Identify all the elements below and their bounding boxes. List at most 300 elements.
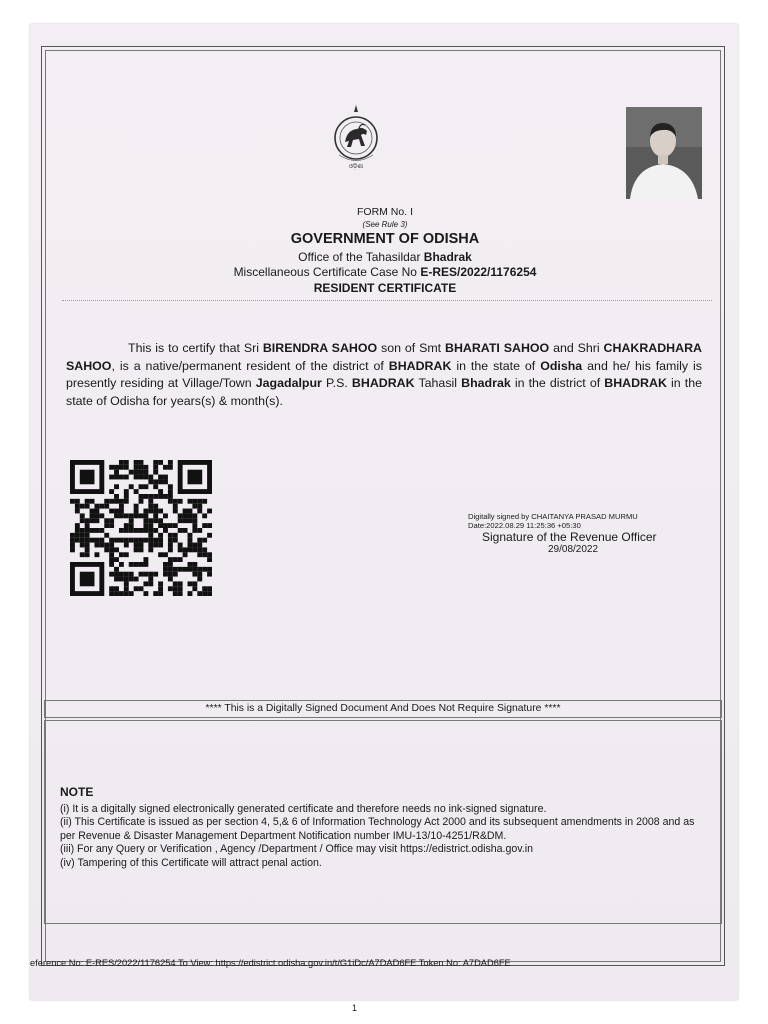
qr-module	[75, 523, 80, 528]
qr-module	[124, 460, 129, 465]
qr-module	[148, 494, 153, 499]
qr-module	[173, 586, 178, 591]
qr-module	[188, 538, 193, 543]
digital-signature-notice: **** This is a Digitally Signed Document And Does Not Require Signature ****	[44, 700, 722, 718]
qr-module	[119, 538, 124, 543]
qr-module	[114, 484, 119, 489]
qr-module	[124, 552, 129, 557]
police-station: BHADRAK	[351, 376, 415, 390]
qr-module	[192, 528, 197, 533]
qr-module	[148, 528, 153, 533]
qr-module	[183, 518, 188, 523]
qr-module	[173, 499, 178, 504]
qr-module	[158, 523, 163, 528]
qr-module	[143, 581, 148, 586]
qr-module	[80, 552, 85, 557]
qr-module	[124, 523, 129, 528]
qr-module	[129, 518, 134, 523]
qr-module	[109, 518, 114, 523]
qr-module	[124, 572, 129, 577]
qr-module	[143, 591, 148, 596]
qr-module	[104, 543, 109, 548]
qr-module	[114, 586, 119, 591]
qr-module	[158, 460, 163, 465]
qr-module	[99, 504, 104, 509]
qr-module	[148, 581, 153, 586]
qr-module	[158, 552, 163, 557]
qr-module	[163, 494, 168, 499]
qr-module	[104, 523, 109, 528]
qr-module	[129, 523, 134, 528]
qr-module	[188, 562, 193, 567]
qr-module	[75, 528, 80, 533]
qr-module	[168, 465, 173, 470]
qr-module	[188, 543, 193, 548]
qr-module	[168, 557, 173, 562]
odisha-emblem-icon	[331, 102, 381, 176]
qr-module	[143, 513, 148, 518]
qr-module	[158, 509, 163, 514]
qr-module	[168, 460, 173, 465]
qr-module	[143, 465, 148, 470]
qr-module	[197, 572, 202, 577]
qr-module	[153, 528, 158, 533]
qr-module	[202, 513, 207, 518]
qr-finder	[80, 572, 95, 587]
qr-finder	[80, 470, 95, 485]
qr-module	[139, 547, 144, 552]
qr-module	[178, 543, 183, 548]
qr-module	[114, 547, 119, 552]
qr-module	[143, 523, 148, 528]
qr-module	[119, 460, 124, 465]
qr-module	[173, 591, 178, 596]
qr-module	[124, 577, 129, 582]
qr-module	[134, 460, 139, 465]
qr-module	[197, 552, 202, 557]
qr-module	[70, 533, 75, 538]
qr-module	[109, 562, 114, 567]
qr-module	[158, 591, 163, 596]
body-text-6: and he/ his family is presently residing at Village/Town	[66, 358, 702, 390]
qr-module	[119, 513, 124, 518]
qr-module	[148, 577, 153, 582]
qr-module	[197, 538, 202, 543]
body-text-1: This is to certify that Sri	[128, 341, 259, 355]
rule-ref: (See Rule 3)	[362, 220, 408, 229]
qr-module	[197, 567, 202, 572]
qr-module	[188, 567, 193, 572]
signed-by: Digitally signed by CHAITANYA PRASAD MURMU	[468, 512, 638, 521]
qr-module	[94, 513, 99, 518]
qr-module	[163, 528, 168, 533]
qr-module	[153, 518, 158, 523]
qr-module	[99, 513, 104, 518]
qr-module	[114, 513, 119, 518]
qr-module	[188, 499, 193, 504]
qr-module	[183, 552, 188, 557]
qr-module	[207, 552, 212, 557]
qr-module	[119, 528, 124, 533]
qr-module	[197, 547, 202, 552]
qr-module	[119, 504, 124, 509]
qr-module	[94, 538, 99, 543]
qr-module	[202, 523, 207, 528]
district-2: BHADRAK	[604, 376, 667, 390]
qr-module	[153, 591, 158, 596]
note-title: NOTE	[60, 785, 94, 799]
qr-module	[148, 479, 153, 484]
district-1: BHADRAK	[388, 358, 452, 373]
qr-module	[158, 518, 163, 523]
case-prefix: Miscellaneous Certificate Case No	[233, 265, 417, 279]
qr-module	[207, 572, 212, 577]
qr-module	[129, 528, 134, 533]
qr-module	[99, 528, 104, 533]
qr-module	[114, 465, 119, 470]
qr-module	[168, 533, 173, 538]
qr-module	[158, 538, 163, 543]
case-line	[140, 265, 630, 279]
qr-module	[139, 538, 144, 543]
qr-module	[173, 523, 178, 528]
qr-module	[207, 533, 212, 538]
qr-module	[80, 538, 85, 543]
qr-module	[163, 479, 168, 484]
qr-module	[109, 547, 114, 552]
qr-module	[148, 523, 153, 528]
qr-module	[114, 475, 119, 480]
qr-module	[148, 538, 153, 543]
qr-module	[139, 513, 144, 518]
qr-module	[85, 547, 90, 552]
qr-module	[119, 577, 124, 582]
state-1: Odisha	[540, 358, 583, 373]
qr-module	[70, 547, 75, 552]
qr-module	[85, 504, 90, 509]
qr-module	[90, 518, 95, 523]
qr-module	[134, 543, 139, 548]
qr-module	[168, 489, 173, 494]
qr-module	[158, 586, 163, 591]
qr-module	[75, 509, 80, 514]
qr-module	[109, 499, 114, 504]
qr-module	[163, 513, 168, 518]
qr-module	[143, 562, 148, 567]
qr-module	[197, 577, 202, 582]
certificate-title: RESIDENT CERTIFICATE	[313, 281, 457, 295]
qr-module	[207, 567, 212, 572]
qr-module	[143, 475, 148, 480]
qr-module	[139, 562, 144, 567]
qr-module	[119, 509, 124, 514]
qr-module	[119, 475, 124, 480]
qr-module	[134, 465, 139, 470]
qr-module	[202, 567, 207, 572]
qr-module	[163, 465, 168, 470]
qr-module	[94, 528, 99, 533]
qr-module	[80, 528, 85, 533]
qr-module	[168, 562, 173, 567]
qr-module	[153, 504, 158, 509]
qr-module	[188, 533, 193, 538]
qr-module	[173, 567, 178, 572]
qr-module	[168, 494, 173, 499]
qr-module	[188, 547, 193, 552]
qr-module	[70, 538, 75, 543]
qr-module	[163, 562, 168, 567]
qr-module	[143, 509, 148, 514]
person-name: BIRENDRA SAHOO	[262, 341, 378, 355]
qr-module	[168, 538, 173, 543]
qr-module	[158, 479, 163, 484]
qr-module	[85, 499, 90, 504]
qr-module	[80, 543, 85, 548]
qr-module	[178, 557, 183, 562]
qr-module	[114, 499, 119, 504]
government-title: GOVERNMENT OF ODISHA	[290, 231, 480, 247]
emblem-lettering: ଓଡ଼ିଶା	[348, 163, 364, 170]
qr-module	[134, 562, 139, 567]
applicant-photo	[626, 107, 702, 199]
qr-module	[168, 577, 173, 582]
reference-footer: eference No: E-RES/2022/1176254 To View: https://edistrict.odisha.gov.in/t/G1iDc/A7DAD6FE Token No: A7DAD6FE	[30, 958, 511, 968]
qr-module	[168, 547, 173, 552]
qr-module	[129, 484, 134, 489]
office-line	[140, 250, 630, 264]
qr-module	[153, 470, 158, 475]
qr-module	[188, 581, 193, 586]
qr-module	[197, 528, 202, 533]
qr-module	[94, 543, 99, 548]
qr-module	[139, 484, 144, 489]
qr-module	[129, 572, 134, 577]
qr-module	[85, 528, 90, 533]
qr-module	[163, 552, 168, 557]
signature-block	[468, 512, 688, 555]
qr-module	[109, 475, 114, 480]
qr-module	[183, 528, 188, 533]
qr-module	[163, 523, 168, 528]
office-prefix: Office of the Tahasildar	[298, 250, 421, 264]
body-text-7: P.S.	[325, 376, 348, 390]
qr-module	[94, 552, 99, 557]
qr-module	[139, 499, 144, 504]
qr-module	[183, 509, 188, 514]
qr-module	[90, 509, 95, 514]
qr-module	[158, 494, 163, 499]
qr-module	[148, 518, 153, 523]
qr-module	[94, 509, 99, 514]
qr-module	[148, 543, 153, 548]
qr-module	[173, 538, 178, 543]
qr-module	[109, 509, 114, 514]
qr-module	[109, 552, 114, 557]
qr-module	[109, 557, 114, 562]
qr-module	[90, 513, 95, 518]
qr-module	[192, 572, 197, 577]
qr-module	[104, 499, 109, 504]
qr-module	[85, 552, 90, 557]
qr-module	[192, 586, 197, 591]
qr-module	[139, 465, 144, 470]
qr-module	[104, 547, 109, 552]
qr-module	[168, 543, 173, 548]
qr-module	[124, 581, 129, 586]
qr-module	[168, 523, 173, 528]
qr-module	[173, 504, 178, 509]
qr-module	[143, 538, 148, 543]
qr-module	[80, 533, 85, 538]
qr-finder	[188, 470, 203, 485]
qr-module	[148, 533, 153, 538]
qr-module	[178, 591, 183, 596]
qr-module	[129, 562, 134, 567]
qr-module	[158, 489, 163, 494]
qr-module	[168, 484, 173, 489]
qr-module	[114, 538, 119, 543]
qr-module	[85, 533, 90, 538]
note-item: (iv) Tampering of this Certificate will attract penal action.	[60, 856, 322, 869]
qr-module	[129, 591, 134, 596]
qr-module	[153, 460, 158, 465]
qr-module	[143, 470, 148, 475]
qr-module	[163, 567, 168, 572]
body-text-9: in the district of	[514, 376, 601, 390]
qr-module	[104, 533, 109, 538]
qr-module	[148, 547, 153, 552]
qr-module	[134, 475, 139, 480]
qr-module	[75, 504, 80, 509]
qr-module	[109, 591, 114, 596]
qr-module	[188, 518, 193, 523]
qr-module	[168, 567, 173, 572]
signature-date: 29/08/2022	[548, 544, 599, 555]
qr-module	[134, 547, 139, 552]
certificate-body	[66, 340, 702, 410]
qr-module	[134, 489, 139, 494]
qr-module	[124, 513, 129, 518]
body-text-4: , is a native/permanent resident of the district of	[111, 358, 384, 373]
village-name: Jagadalpur	[255, 376, 322, 390]
qr-module	[139, 543, 144, 548]
qr-module	[173, 533, 178, 538]
qr-module	[168, 499, 173, 504]
qr-module	[114, 557, 119, 562]
qr-module	[85, 518, 90, 523]
qr-module	[202, 591, 207, 596]
qr-module	[109, 572, 114, 577]
body-text-10: in the state of Odisha for years(s) & month(s).	[66, 376, 702, 408]
qr-module	[80, 504, 85, 509]
qr-module	[197, 591, 202, 596]
qr-module	[109, 465, 114, 470]
qr-module	[202, 547, 207, 552]
qr-module	[207, 523, 212, 528]
qr-module	[134, 504, 139, 509]
note-item: (ii) This Certificate is issued as per section 4, 5,& 6 of Information Technology Act 2000 and its subsequent amendments in 2008 and as per Revenue & Disaster Management Department Notification number IMU-13/10-4251/R&DM.	[60, 816, 695, 842]
qr-module	[153, 513, 158, 518]
qr-module	[139, 460, 144, 465]
qr-module	[94, 504, 99, 509]
qr-module	[192, 547, 197, 552]
qr-module	[75, 499, 80, 504]
qr-module	[143, 557, 148, 562]
qr-module	[129, 470, 134, 475]
note-item: (iii) For any Query or Verification , Agency /Department / Office may visit https://edistrict.odisha.gov.in	[60, 843, 533, 856]
qr-module	[183, 513, 188, 518]
qr-module	[202, 499, 207, 504]
qr-module	[99, 538, 104, 543]
qr-module	[163, 475, 168, 480]
body-text-3: and Shri	[553, 341, 600, 355]
qr-module	[183, 567, 188, 572]
qr-module	[192, 562, 197, 567]
qr-module	[85, 543, 90, 548]
qr-module	[124, 543, 129, 548]
qr-module	[134, 470, 139, 475]
qr-module	[178, 547, 183, 552]
qr-module	[114, 494, 119, 499]
qr-module	[178, 581, 183, 586]
qr-module	[80, 518, 85, 523]
case-number: E-RES/2022/1176254	[420, 265, 537, 279]
qr-module	[158, 533, 163, 538]
qr-module	[114, 509, 119, 514]
qr-module	[188, 591, 193, 596]
qr-module	[153, 484, 158, 489]
qr-module	[197, 509, 202, 514]
qr-module	[109, 543, 114, 548]
qr-module	[124, 494, 129, 499]
qr-module	[114, 567, 119, 572]
note-item: (i) It is a digitally signed electronically generated certificate and therefore needs no ink-signed signature.	[60, 802, 547, 815]
qr-module	[134, 538, 139, 543]
qr-module	[163, 572, 168, 577]
qr-module	[153, 543, 158, 548]
qr-module	[158, 475, 163, 480]
qr-module	[109, 523, 114, 528]
qr-module	[202, 538, 207, 543]
tahasil-name: Bhadrak	[461, 376, 511, 390]
qr-module	[109, 586, 114, 591]
qr-module	[119, 562, 124, 567]
qr-module	[75, 538, 80, 543]
qr-module	[153, 572, 158, 577]
qr-module	[158, 581, 163, 586]
qr-module	[148, 499, 153, 504]
qr-module	[134, 586, 139, 591]
qr-module	[153, 479, 158, 484]
qr-module	[168, 572, 173, 577]
qr-module	[183, 547, 188, 552]
qr-module	[202, 586, 207, 591]
qr-module	[119, 552, 124, 557]
signature-label: Signature of the Revenue Officer	[482, 530, 657, 544]
qr-module	[197, 543, 202, 548]
qr-module	[168, 586, 173, 591]
qr-module	[70, 543, 75, 548]
qr-module	[90, 528, 95, 533]
qr-module	[148, 509, 153, 514]
signed-date: Date:2022.08.29 11:25:36 +05:30	[468, 521, 581, 530]
body-text-5: in the state of	[456, 358, 536, 373]
qr-module	[119, 572, 124, 577]
qr-module	[197, 499, 202, 504]
qr-module	[173, 581, 178, 586]
office-place: Bhadrak	[423, 250, 472, 264]
qr-module	[90, 538, 95, 543]
